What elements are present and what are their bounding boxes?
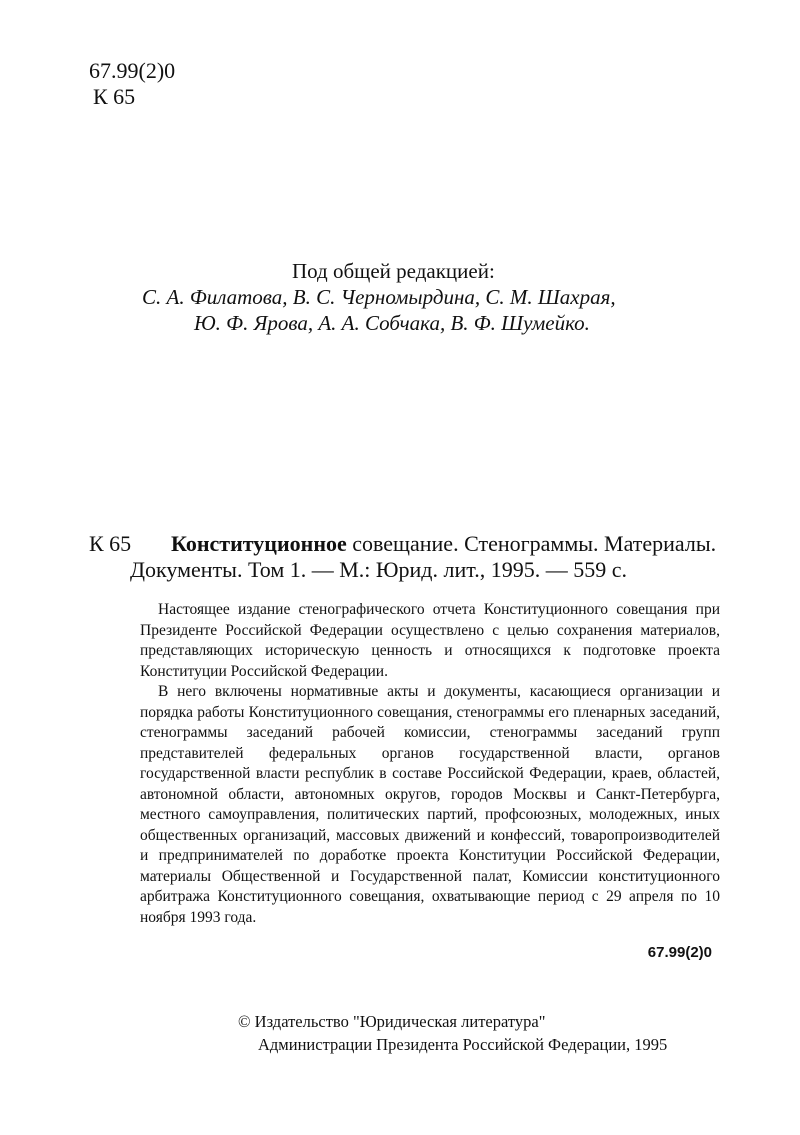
editors-names-line-1: С. А. Филатова, В. С. Черномырдина, С. М. Шахрая, [142,285,616,309]
entry-line-2: Документы. Том 1. — М.: Юрид. лит., 1995. — 559 с. [130,557,627,582]
copyright-block [238,1010,667,1056]
bbk-index-bottom: 67.99(2)0 [647,944,712,961]
entry-title-rest: совещание. Стенограммы. Материалы. [346,531,717,556]
copyright-line-1: © Издательство "Юридическая литература" [238,1012,546,1031]
abstract-block [140,600,720,928]
bbk-index: 67.99(2)0 [89,58,176,83]
entry-code: К 65 [89,531,132,556]
abstract-paragraph-2: В него включены нормативные акты и документы, касающиеся организации и порядка работы Конституционного совещания, стенограммы его пленарных заседаний, стенограммы заседаний рабочей комиссии, стенограммы заседаний групп представителей федеральных органов государственной власти, органов государственной власти республик в составе Российской Федерации, краев, областей, автономной области, автономных округов, городов Москвы и Санкт-Петербурга, местного самоуправления, политических партий, профсоюзных, молодежных, иных общественных организаций, массовых движений и конфессий, товаропроизводителей и предпринимателей по доработке проекта Конституции Российской Федерации, материалы Общественной и Государственной палат, Комиссии конституционного арбитража Конституционного совещания, охватывающие период с 29 апреля по 10 ноября 1993 года. [140,683,720,926]
entry-line-1 [89,531,729,557]
copyright-line-2: Администрации Президента Российской Федерации, 1995 [258,1035,668,1054]
editors-block [140,258,640,336]
author-mark: К 65 [93,84,136,109]
bibliographic-entry [89,531,729,583]
abstract-paragraph-1: Настоящее издание стенографического отчета Конституционного совещания при Президенте Российской Федерации осуществлено с целью сохранения материалов, представляющих историческую ценность и относящихся к подготовке проекта Конституции Российской Федерации. [140,601,720,680]
editors-intro: Под общей редакцией: [292,259,495,283]
classification-block [89,58,175,110]
entry-title-bold: Конституционное [171,531,347,556]
editors-names-line-2: Ю. Ф. Ярова, А. А. Собчака, В. Ф. Шумейко. [194,311,590,335]
